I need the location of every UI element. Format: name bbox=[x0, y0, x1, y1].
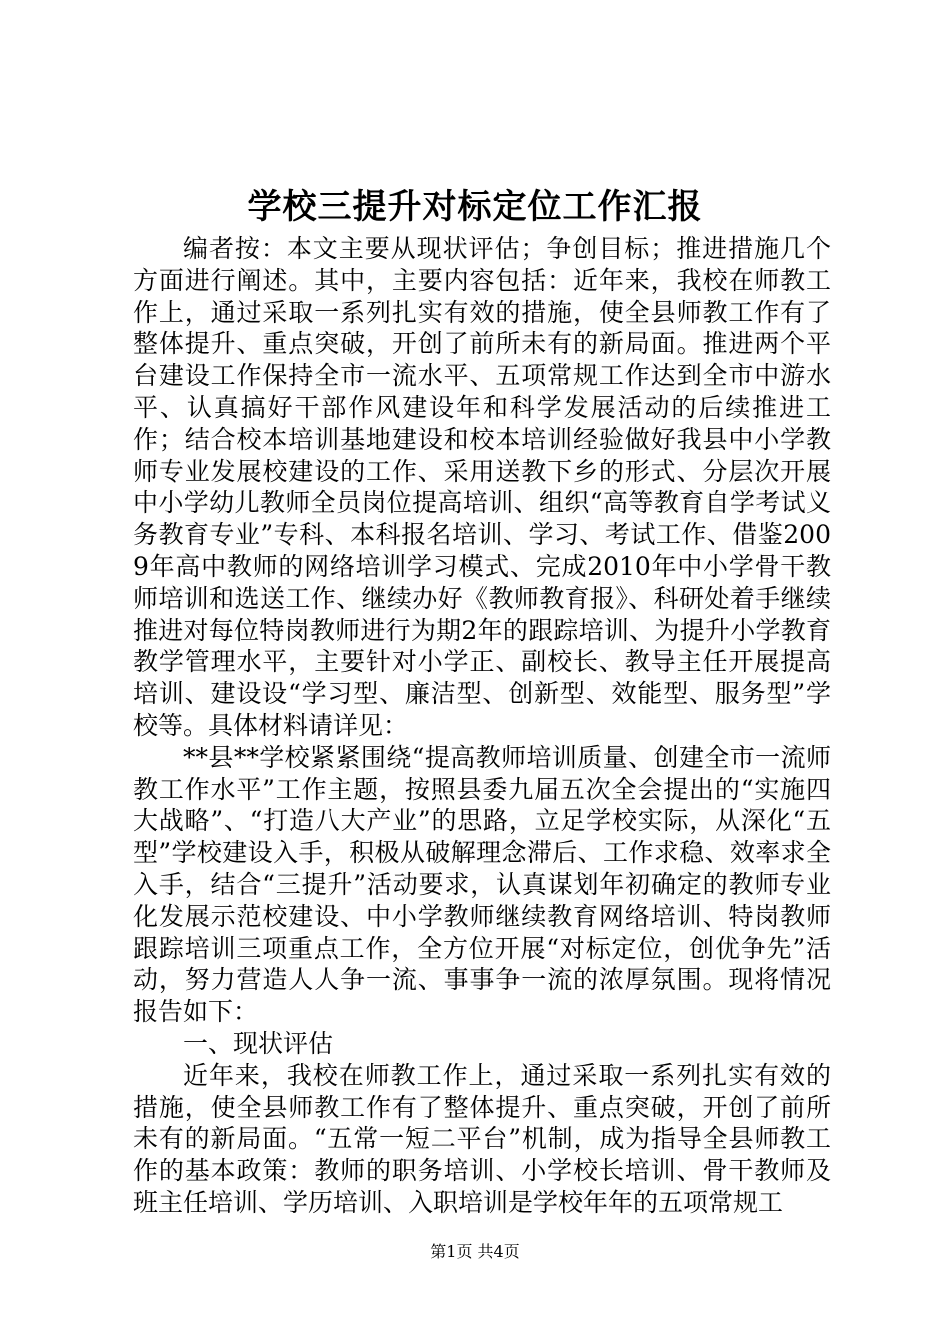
page-number-footer: 第1页 共4页 bbox=[430, 1242, 520, 1261]
document-title: 学校三提升对标定位工作汇报 bbox=[247, 187, 703, 227]
body-paragraph: 近年来，我校在师教工作上，通过采取一系列扎实有效的措施，使全县师教工作有了整体提升、重点突破，开创了前所未有的新局面。“五常一短二平台”机制，成为指导全县师教工作的基本政策：教师的职务培训、小学校长培训、骨干教师及班主任培训、学历培训、入职培训是学校年年的五项常规工 bbox=[133, 1060, 831, 1217]
intro-paragraph: **县**学校紧紧围绕“提高教师培训质量、创建全市一流师教工作水平”工作主题，按照县委九届五次全会提出的“实施四大战略”、“打造八大产业”的思路，立足学校实际，从深化“五型”学校建设入手，积极从破解理念滞后、工作求稳、效率求全入手，结合“三提升”活动要求，认真谋划年初确定的教师专业化发展示范校建设、中小学教师继续教育网络培训、特岗教师跟踪培训三项重点工作，全方位开展“对标定位，创优争先”活动，努力营造人人争一流、事事争一流的浓厚氛围。现将情况报告如下： bbox=[133, 742, 831, 1027]
document-body bbox=[133, 233, 831, 1219]
section-heading: 一、现状评估 bbox=[183, 1028, 334, 1058]
editor-note-paragraph: 编者按：本文主要从现状评估；争创目标；推进措施几个方面进行阐述。其中，主要内容包括：近年来，我校在师教工作上，通过采取一系列扎实有效的措施，使全县师教工作有了整体提升、重点突破，开创了前所未有的新局面。推进两个平台建设工作保持全市一流水平、五项常规工作达到全市中游水平、认真搞好干部作风建设年和科学发展活动的后续推进工作；结合校本培训基地建设和校本培训经验做好我县中小学教师专业发展校建设的工作、采用送教下乡的形式、分层次开展中小学幼儿教师全员岗位提高培训、组织“高等教育自学考试义务教育专业”专科、本科报名培训、学习、考试工作、借鉴2009年高中教师的网络培训学习模式、完成2010年中小学骨干教师培训和选送工作、继续办好《教师教育报》、科研处着手继续推进对每位特岗教师进行为期2年的跟踪培训、为提升小学教育教学管理水平，主要针对小学正、副校长、教导主任开展提高培训、建设设“学习型、廉洁型、创新型、效能型、服务型”学校等。具体材料请详见： bbox=[133, 234, 831, 740]
